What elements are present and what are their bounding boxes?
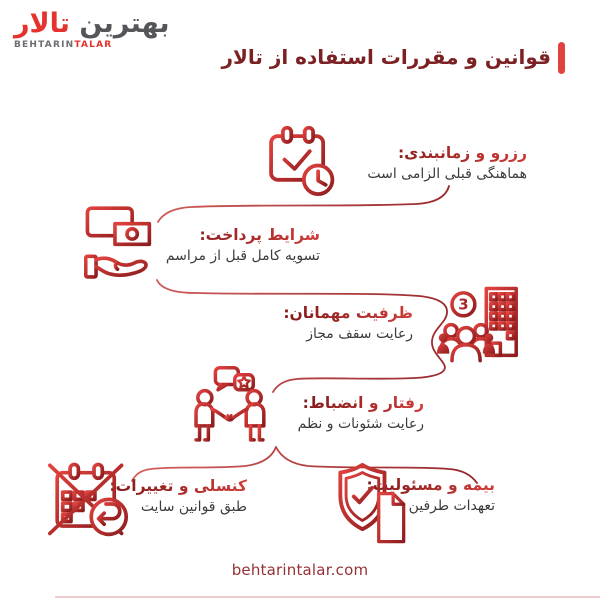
calendar-check-clock-icon	[261, 120, 345, 206]
logo-latin-behtarin: BEHTARIN	[14, 40, 75, 51]
bottom-divider	[55, 596, 600, 598]
footer-website: behtarintalar.com	[231, 561, 369, 579]
item-title: بیمه و مسئولیت:	[366, 476, 495, 494]
logo-word-behtarin: بهترین	[79, 8, 170, 39]
logo-latin-talar: TALAR	[74, 40, 113, 51]
item-title: کنسلی و تغییرات:	[109, 477, 247, 495]
hand-payment-icon	[84, 202, 170, 290]
item-title: رفتار و انضباط:	[298, 392, 424, 414]
capacity-badge-count: 3	[458, 295, 469, 314]
page-title: قوانین و مقررات استفاده از تالار	[221, 45, 551, 69]
calendar-cancel-icon	[48, 458, 140, 550]
handshake-icon	[188, 366, 278, 454]
rule-item-payment	[166, 224, 320, 267]
item-subtitle: رعایت شئونات و نظم	[297, 416, 424, 432]
item-subtitle: تسویه کامل قبل از مراسم	[165, 248, 320, 264]
item-subtitle: هماهنگی قبلی الزامی است	[367, 166, 527, 182]
rule-item-reservation	[367, 142, 527, 185]
item-subtitle: رعایت سقف مجاز	[306, 326, 413, 342]
rule-item-conduct	[298, 392, 424, 435]
item-title: ظرفیت مهمانان:	[283, 304, 413, 322]
shield-document-icon	[333, 461, 411, 557]
guests-building-icon	[437, 284, 525, 374]
rule-item-capacity	[283, 302, 413, 345]
item-title: شرایط پرداخت:	[166, 224, 320, 246]
logo-word-talar: تالار	[14, 8, 70, 39]
item-subtitle: تعهدات طرفین	[408, 498, 495, 514]
item-subtitle: طبق قوانین سایت	[140, 499, 247, 515]
item-title: رزرو و زمانبندی:	[367, 142, 527, 164]
